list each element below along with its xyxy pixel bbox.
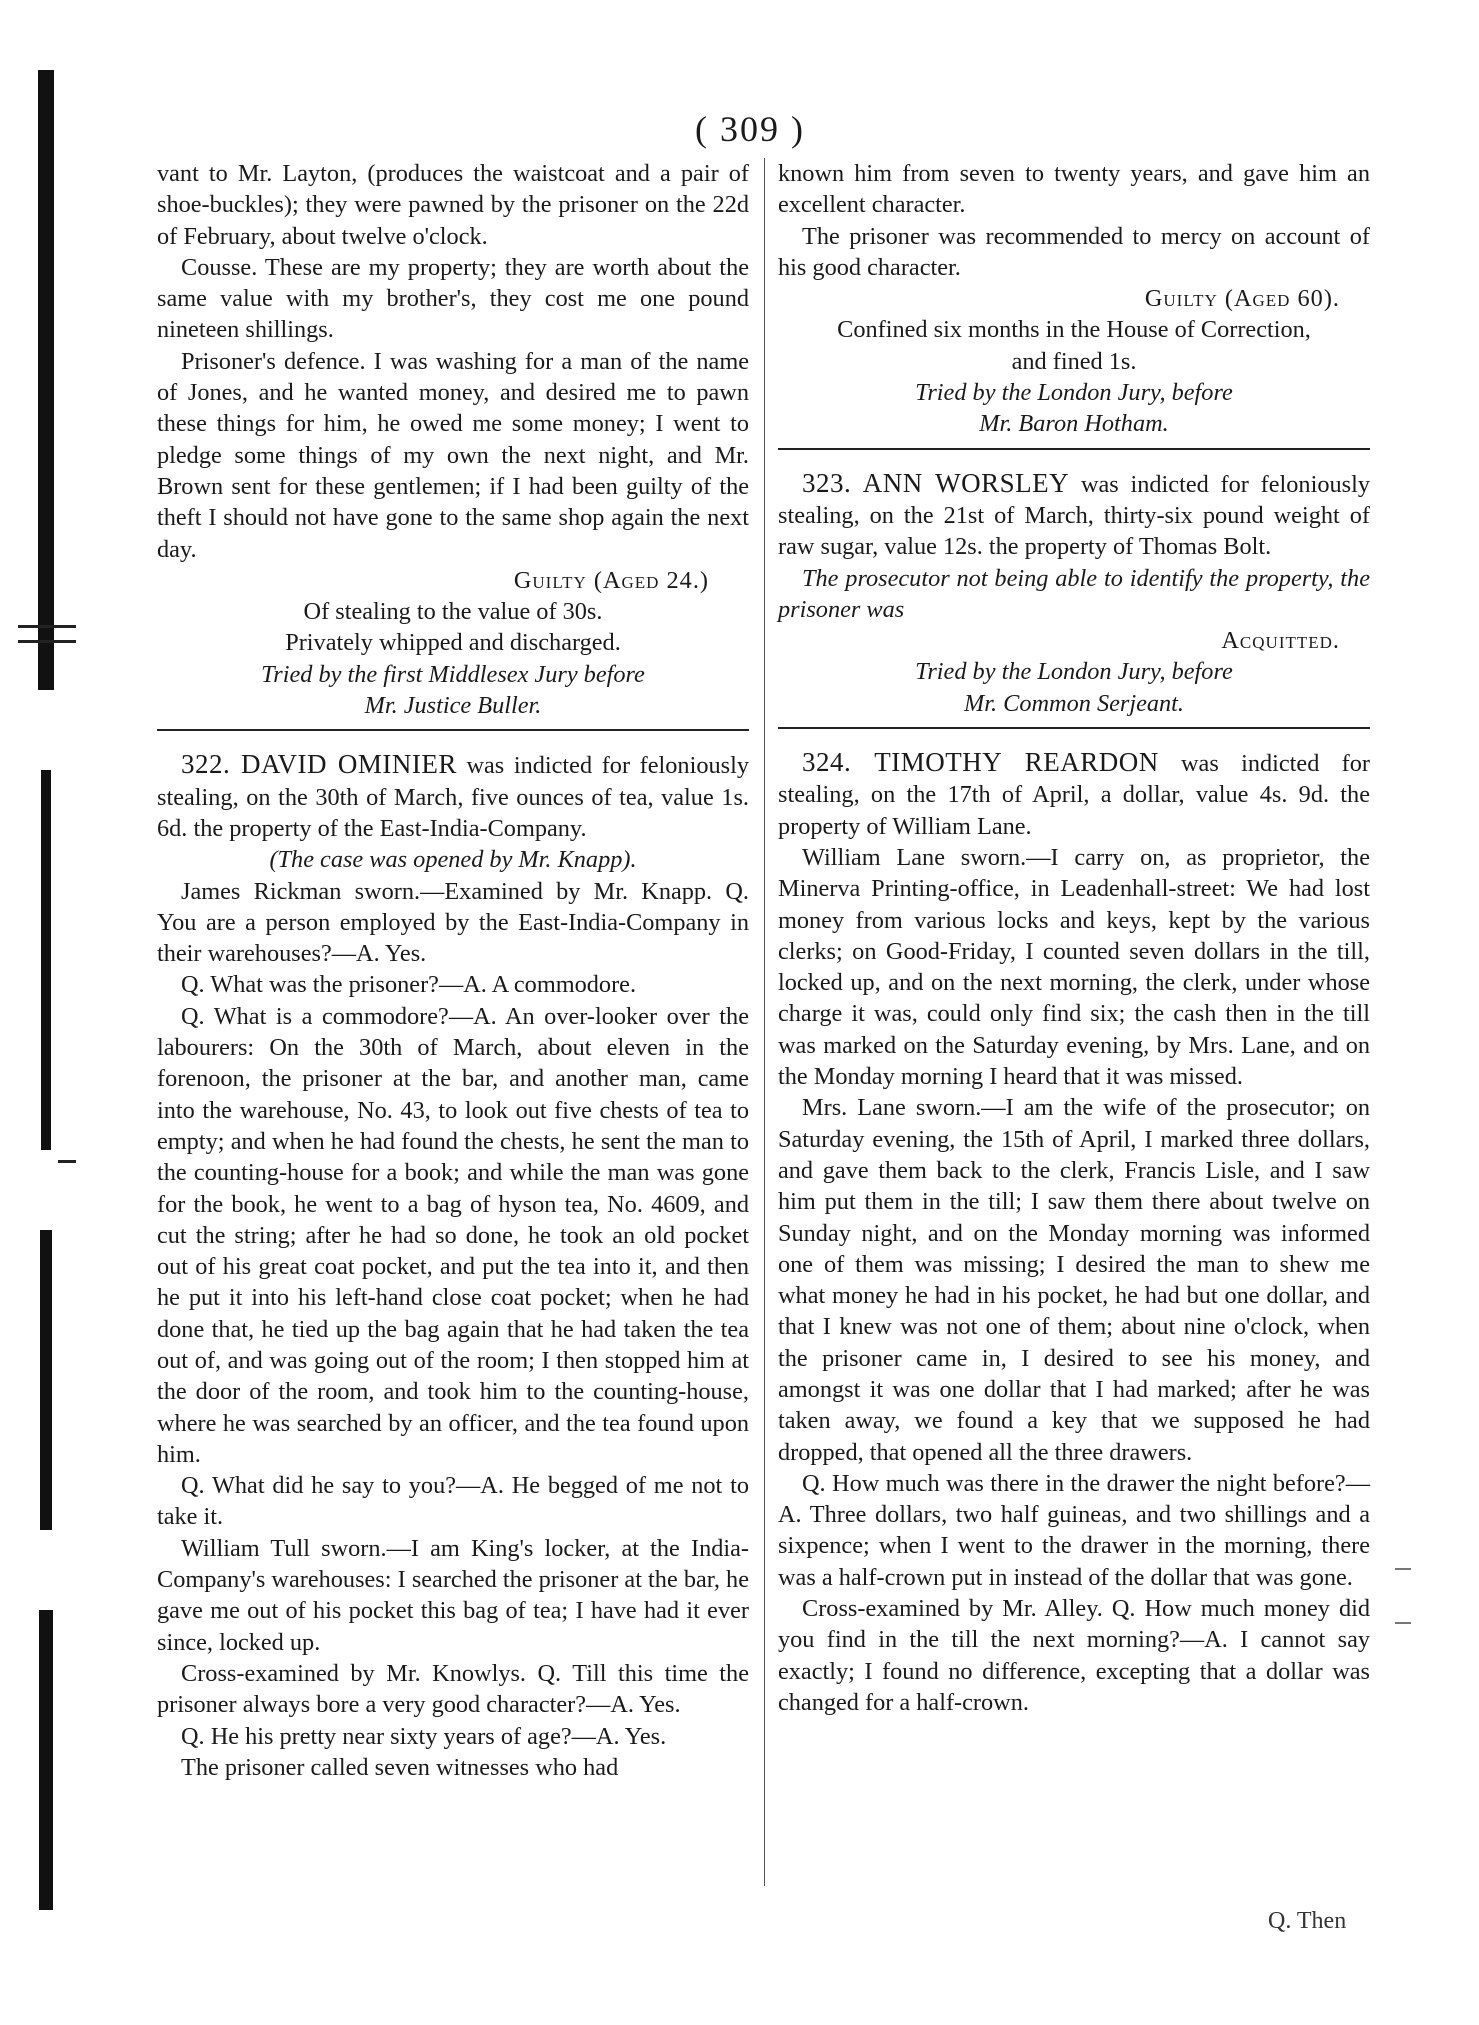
verdict: Guilty (Aged 24.): [513, 566, 709, 594]
column-divider: [764, 158, 765, 1886]
case-text: was indicted for feloniously stealing, on the 30th of March, five ounces of tea, value 1s. 6d. the property of the East-India-Company.: [157, 752, 749, 842]
case-heading: 322. DAVID OMINIER: [181, 749, 457, 780]
case-entry: [157, 749, 749, 844]
trial-court: Tried by the London Jury, before: [915, 379, 1233, 407]
binding-bar: [39, 1610, 53, 1910]
case-note: (The case was opened by Mr. Knapp).: [269, 846, 637, 874]
binding-bar: [40, 1230, 52, 1530]
binding-mark: [58, 1160, 76, 1163]
paragraph: The prisoner was recommended to mercy on account of his good character.: [778, 222, 1370, 281]
margin-mark: [1395, 1622, 1411, 1624]
testimony: William Lane sworn.—I carry on, as proprietor, the Minerva Printing-office, in Leadenhall-street: We had lost money from various locks and keys, kept by the various clerks; on Good-Friday, I counted seven dollars in the till, locked up, and on the next morning, the clerk, under whose charge it was, could only find six; the cash then in the till was marked on the Saturday evening, by Mrs. Lane, and on the Monday morning I heard that it was missed.: [778, 843, 1370, 1091]
section-divider: [157, 729, 749, 731]
paragraph: vant to Mr. Layton, (produces the waistcoat and a pair of shoe-buckles); they were pawned by the prisoner on the 22d of February, about twelve o'clock.: [157, 160, 749, 250]
case-entry: [778, 747, 1370, 842]
left-column: [157, 158, 749, 1783]
testimony: Cross-examined by Mr. Alley. Q. How much money did you find in the till the next morning?—A. I cannot say exactly; I found no difference, excepting that a dollar was changed for a half-crown.: [778, 1595, 1370, 1716]
trial-judge: Mr. Baron Hotham.: [979, 410, 1169, 438]
testimony: Q. What did he say to you?—A. He begged of me not to take it.: [157, 1472, 749, 1531]
binding-mark: [18, 640, 76, 643]
verdict: Guilty (Aged 60).: [1144, 285, 1340, 313]
paragraph: known him from seven to twenty years, and gave him an excellent character.: [778, 160, 1370, 219]
page-number: ( 309 ): [695, 109, 805, 149]
testimony: Q. What was the prisoner?—A. A commodore.: [181, 971, 637, 999]
case-heading: 324. TIMOTHY REARDON: [802, 747, 1159, 778]
case-entry: [778, 468, 1370, 563]
trial-judge: Mr. Common Serjeant.: [963, 689, 1184, 717]
trial-court: Tried by the London Jury, before: [915, 658, 1233, 686]
catchword: Q. Then: [1268, 1908, 1347, 1934]
testimony: Q. What is a commodore?—A. An over-looker over the labourers: On the 30th of March, about eleven in the forenoon, the prisoner at the bar, and another man, came into the warehouse, No. 43, to look out five chests of tea to empty; and when he had found the chests, he sent the man to the counting-house for a book; and while the man was gone for the book, he went to a bag of hyson tea, No. 4609, and cut the string; after he had so done, he took an old pocket out of his great coat pocket, and put the tea into it, and then he put it into his left-hand close coat pocket; when he had done that, he tied up the bag again that he had taken the tea out of, and was going out of the room; I then stopped him at the door of the room, and took him to the counting-house, where he was searched by an officer, and the tea found upon him.: [157, 1002, 749, 1468]
sentence: and fined 1s.: [1011, 347, 1137, 375]
binding-bar: [38, 70, 54, 690]
section-divider: [778, 727, 1370, 729]
case-text: was indicted for stealing, on the 17th of April, a dollar, value 4s. 9d. the property of William Lane.: [778, 750, 1370, 840]
verdict: Acquitted.: [1221, 627, 1340, 655]
sentence: Privately whipped and discharged.: [285, 629, 621, 657]
binding-bar: [41, 770, 51, 1150]
case-text: was indicted for feloniously stealing, on the 21st of March, thirty-six pound weight of raw sugar, value 12s. the property of Thomas Bolt.: [778, 470, 1370, 561]
paragraph: Cousse. These are my property; they are worth about the same value with my brother's, they cost me one pound nineteen shillings.: [157, 253, 749, 344]
margin-mark: [1395, 1568, 1411, 1570]
testimony: Cross-examined by Mr. Knowlys. Q. Till this time the prisoner always bore a very good character?—A. Yes.: [157, 1659, 749, 1719]
trial-court: Tried by the first Middlesex Jury before: [261, 660, 645, 688]
testimony: William Tull sworn.—I am King's locker, at the India-Company's warehouses: I searched the prisoner at the bar, he gave me out of his pocket this bag of tea; I have had it ever since, locked up.: [157, 1534, 749, 1656]
sentence: Of stealing to the value of 30s.: [303, 598, 603, 626]
right-column: [778, 158, 1370, 1718]
testimony: James Rickman sworn.—Examined by Mr. Knapp. Q. You are a person employed by the East-India-Company in their warehouses?—A. Yes.: [157, 877, 749, 968]
section-divider: [778, 448, 1370, 450]
case-heading: 323. ANN WORSLEY: [802, 467, 1070, 498]
binding-mark: [18, 625, 76, 628]
testimony: Q. How much was there in the drawer the night before?—A. Three dollars, two half guineas, and two shillings and a sixpence; when I went to the drawer in the morning, there was a half-crown put in instead of the dollar that was gone.: [778, 1469, 1370, 1591]
testimony: The prisoner called seven witnesses who had: [181, 1753, 619, 1781]
paragraph: The prosecutor not being able to identify the property, the prisoner was: [778, 564, 1370, 623]
paragraph: Prisoner's defence. I was washing for a man of the name of Jones, and he wanted money, and desired me to pawn these things for him, he owed me some money; I went to pledge some things of my own the next night, and Mr. Brown sent for these gentlemen; if I had been guilty of the theft I should not have gone to the same shop again the next day.: [157, 347, 749, 563]
testimony: Q. He his pretty near sixty years of age?—A. Yes.: [181, 1722, 667, 1750]
trial-judge: Mr. Justice Buller.: [364, 692, 542, 720]
sentence: Confined six months in the House of Correction,: [837, 316, 1311, 344]
testimony: Mrs. Lane sworn.—I am the wife of the prosecutor; on Saturday evening, the 15th of April, I marked three dollars, and gave them back to the clerk, Francis Lisle, and I saw him put them in the till; I saw them there about twelve on Sunday night, and on the Monday morning was informed one of them was missing; I desired the man to shew me what money he had in his pocket, he had but one dollar, and that I knew was not one of them; about nine o'clock, when the prisoner came in, I desired to see his money, and amongst it was one dollar that I had marked; after he was taken away, we found a key that we supposed he had dropped, that opened all the three drawers.: [778, 1094, 1370, 1466]
binding-edge: [18, 70, 76, 1920]
